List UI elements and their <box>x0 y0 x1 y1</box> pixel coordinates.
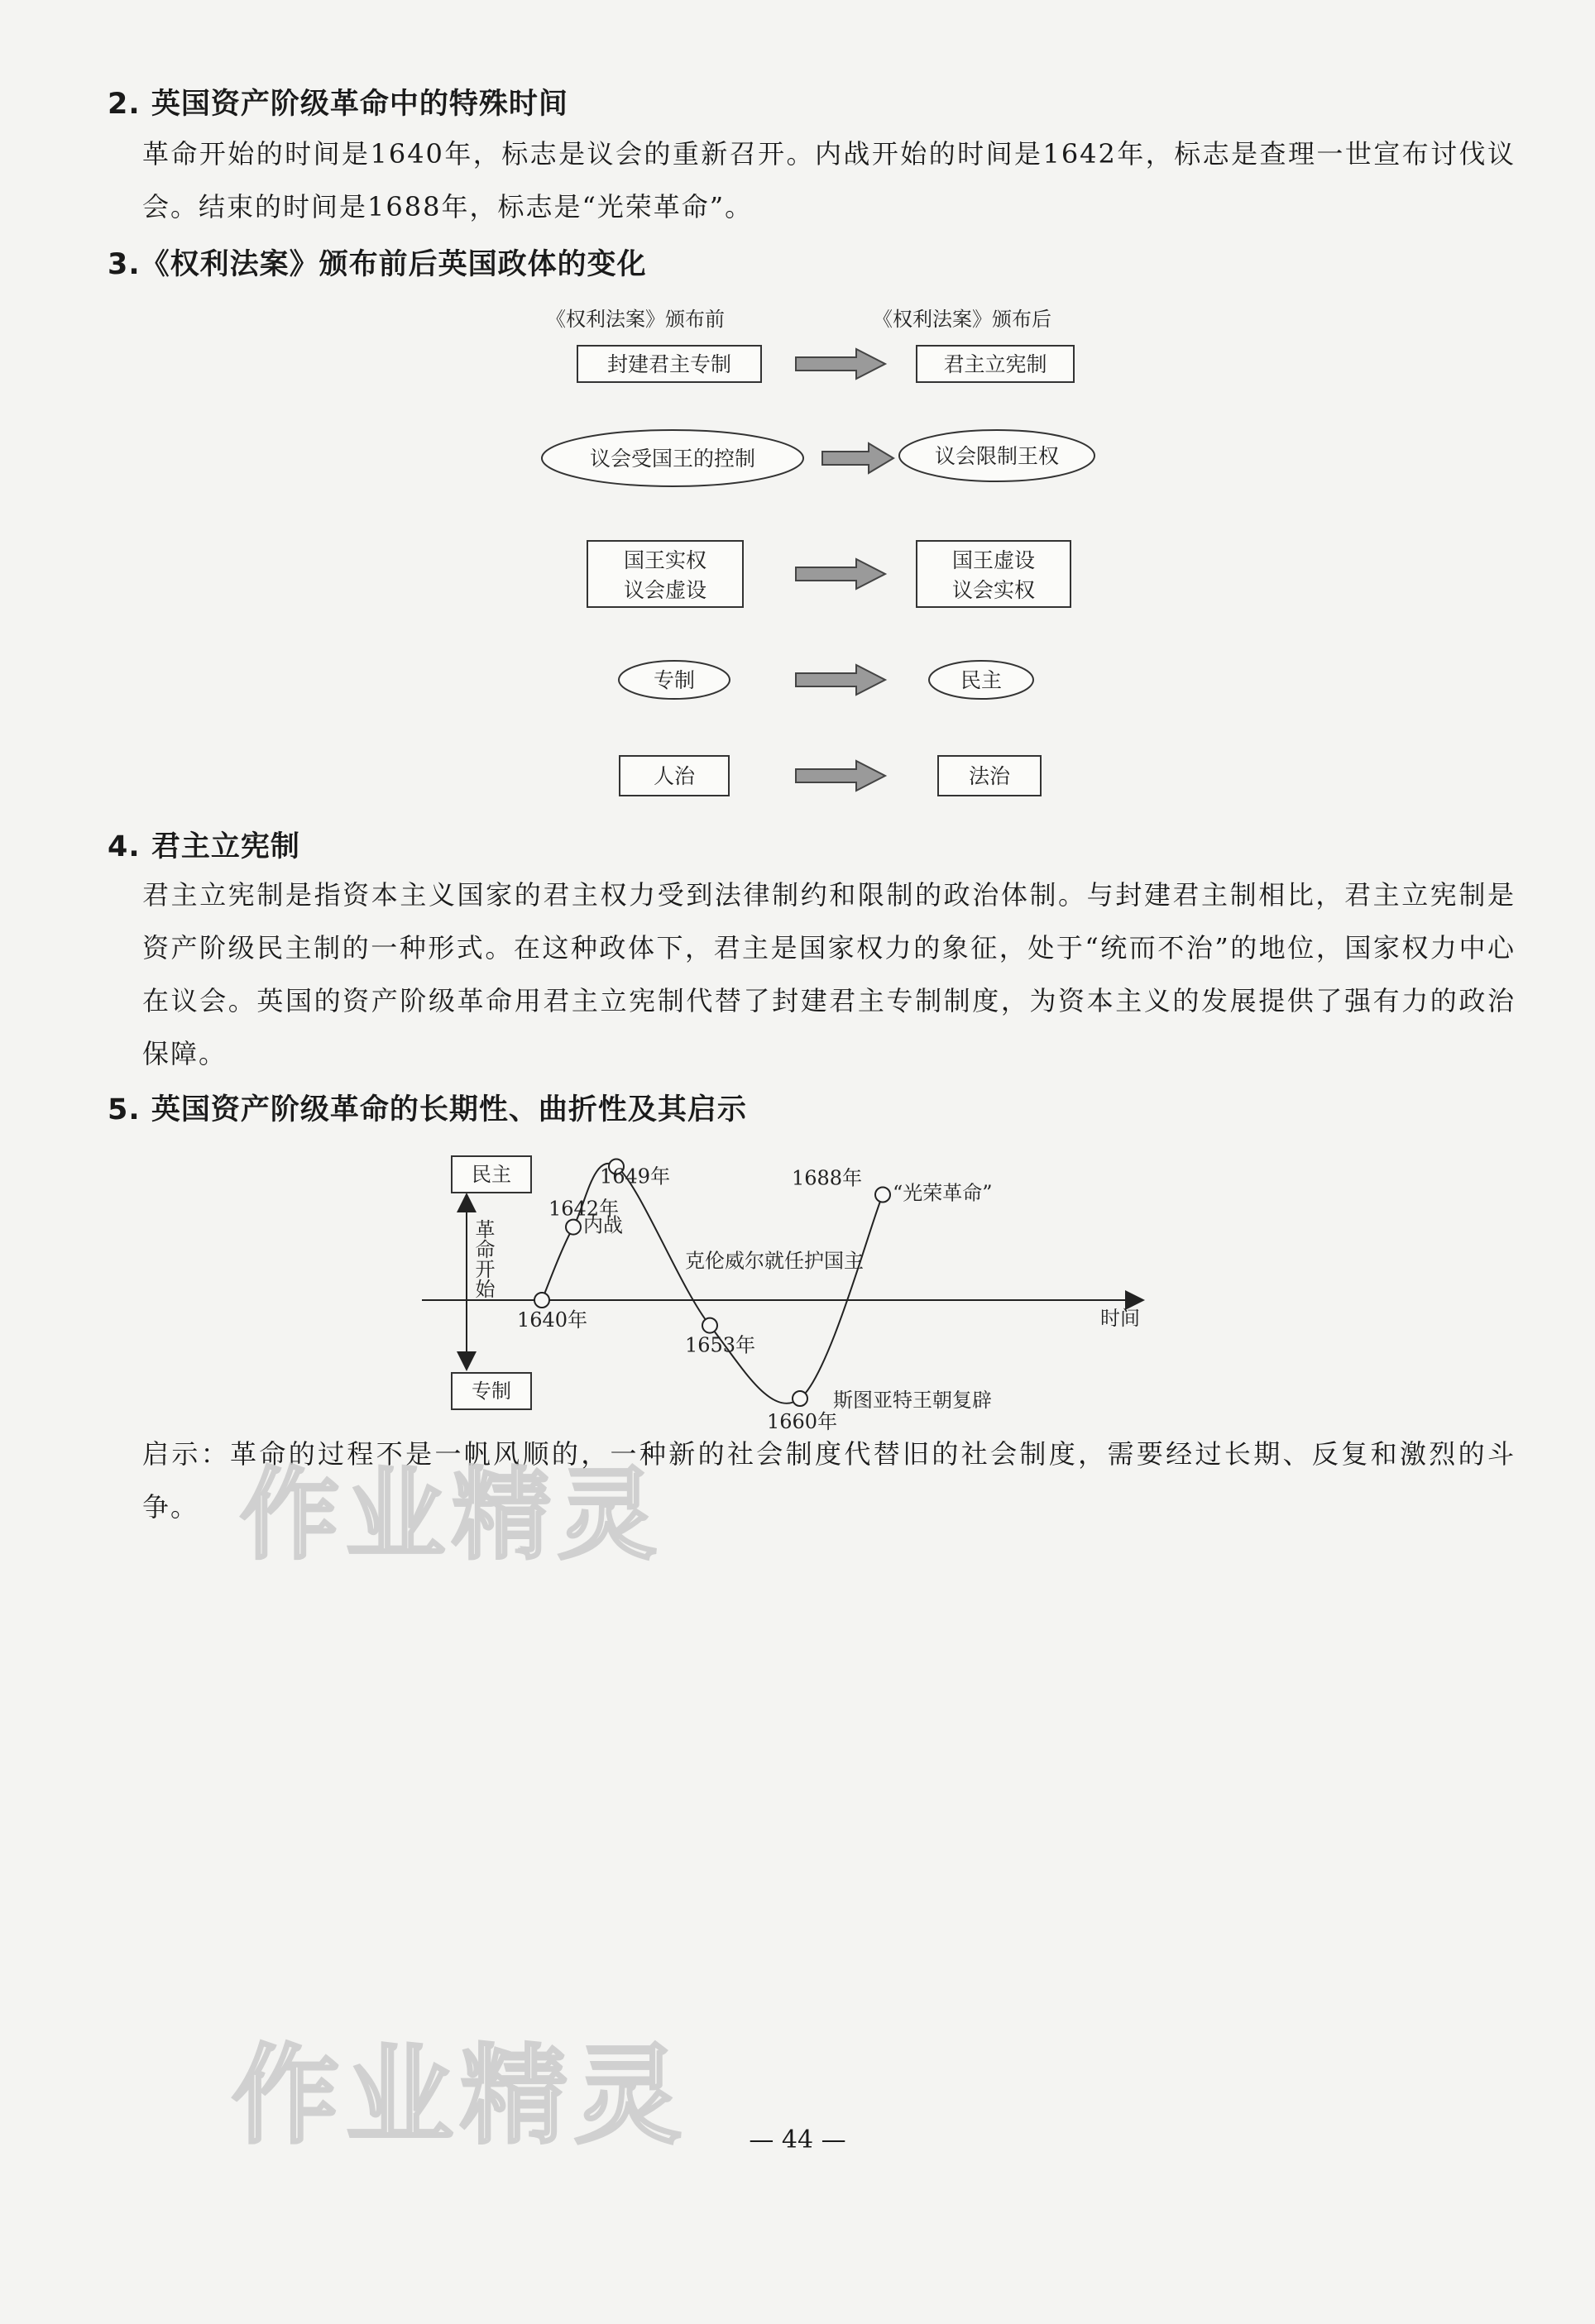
row-2-after-text: 议会限制王权 <box>934 444 1060 468</box>
chart-layer <box>517 1133 993 1431</box>
row-4-after-text: 民主 <box>960 668 1003 692</box>
chart-year-label: 1688年 <box>792 1166 863 1190</box>
revolution-start-vertical-label: 革命开始 <box>472 1219 495 1298</box>
section-2-heading: 2. 英国资产阶级革命中的特殊时间 <box>108 88 568 121</box>
time-axis-label: 时间 <box>1100 1307 1140 1330</box>
section-3-heading: 3.《权利法案》颁布前后英国政体的变化 <box>108 248 647 281</box>
section-4-body: 君主立宪制是指资本主义国家的君主权力受到法律制约和限制的政治体制。与封建君主制相比，君主立宪制是资产阶级民主制的一种形式。在这种政体下，君主是国家权力的象征，处于“统而不治”的地位，国家权力中心在议会。英国的资产阶级革命用君主立宪制代替了封建君主专制制度，为资本主义的发展提供了强有力的政治保障。 <box>142 879 1516 1069</box>
row-3-before-line-1: 国王实权 <box>623 548 707 572</box>
chart-event-note: 克伦威尔就任护国主 <box>685 1249 864 1273</box>
row-1-arrow <box>796 349 885 379</box>
chart-year-label: 1660年 <box>767 1410 838 1431</box>
page-number: — 44 — <box>749 2126 846 2154</box>
autocracy-label: 专制 <box>472 1380 511 1403</box>
row-5-before-text: 人治 <box>653 764 696 788</box>
chart-event-note: 内战 <box>583 1213 623 1237</box>
chart-year-label: 1653年 <box>685 1333 756 1357</box>
row-5-arrow <box>796 761 885 791</box>
section-4-heading: 4. 君主立宪制 <box>108 830 300 863</box>
row-3-before-line-2: 议会虚设 <box>623 578 707 602</box>
section-2-body: 革命开始的时间是1640年，标志是议会的重新召开。内战开始的时间是1642年，标志是查理一世宣布讨伐议会。结束的时间是1688年，标志是“光荣革命”。 <box>142 138 1516 222</box>
before-label: 《权利法案》颁布前 <box>546 308 725 331</box>
chart-point <box>566 1220 581 1235</box>
chart-point <box>702 1318 717 1333</box>
section-5-body: 启示：革命的过程不是一帆风顺的，一种新的社会制度代替旧的社会制度，需要经过长期、反复和激烈的斗争。 <box>142 1438 1516 1523</box>
row-1-before-text: 封建君主专制 <box>606 352 732 376</box>
row-5-after-text: 法治 <box>968 764 1011 788</box>
chart-point <box>793 1391 807 1406</box>
chart-point <box>875 1188 890 1203</box>
row-3-after-line-2: 议会实权 <box>951 578 1036 602</box>
chart-point <box>534 1293 549 1308</box>
democracy-label: 民主 <box>472 1163 511 1186</box>
row-1-after-text: 君主立宪制 <box>943 352 1047 376</box>
revolution-chart <box>397 1133 1191 1431</box>
chart-event-note: “光荣革命” <box>893 1181 993 1205</box>
section-5-heading: 5. 英国资产阶级革命的长期性、曲折性及其启示 <box>108 1093 747 1126</box>
watermark-top: 作业精灵 <box>240 1458 663 1573</box>
watermark-bottom: 作业精灵 <box>232 2033 689 2159</box>
row-2-before-text: 议会受国王的控制 <box>589 447 756 471</box>
chart-year-label: 1640年 <box>517 1308 588 1332</box>
row-3-arrow <box>796 559 885 589</box>
row-2-arrow <box>822 443 893 473</box>
chart-event-note: 斯图亚特王朝复辟 <box>833 1389 992 1412</box>
after-label: 《权利法案》颁布后 <box>873 308 1051 331</box>
row-4-arrow <box>796 665 885 695</box>
chart-year-label: 1649年 <box>600 1164 671 1188</box>
row-3-after-line-1: 国王虚设 <box>951 548 1036 572</box>
row-4-before-text: 专制 <box>653 668 696 692</box>
polity-change-diagram <box>0 298 1595 811</box>
chart-year-label: 1642年 <box>548 1197 620 1221</box>
